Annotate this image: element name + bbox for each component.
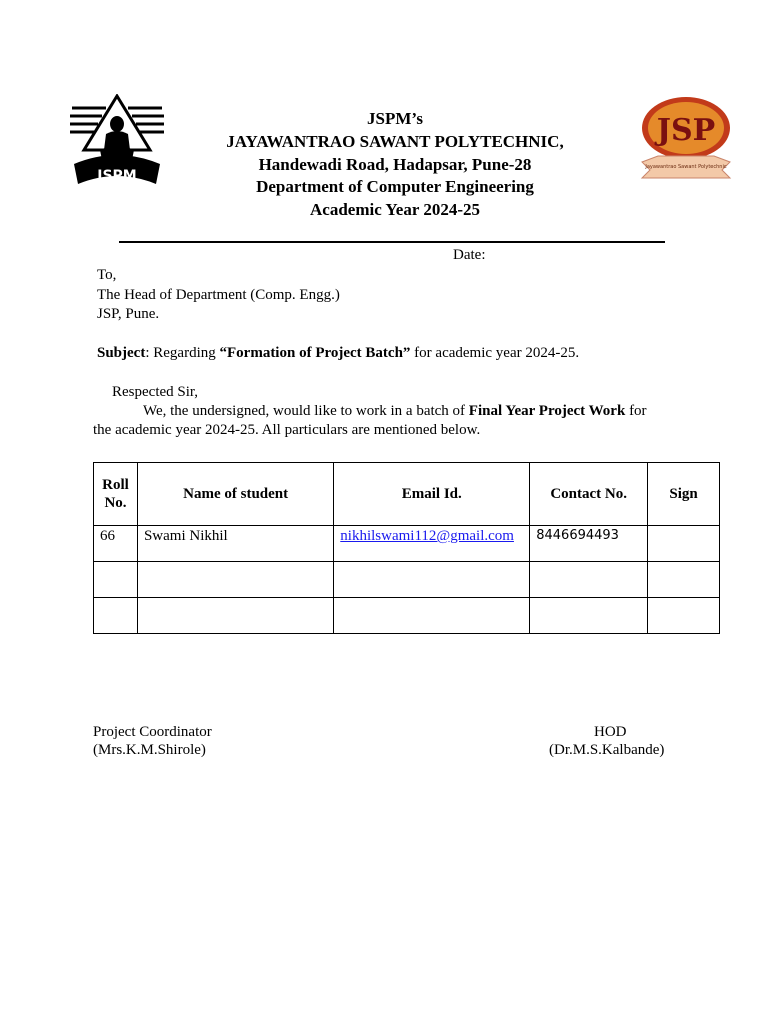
coordinator-title: Project Coordinator — [93, 724, 212, 740]
table-header-row — [94, 463, 720, 526]
table-row — [94, 526, 720, 562]
letterhead — [150, 108, 640, 222]
institute-address: Handewadi Road, Hadapsar, Pune-28 — [258, 154, 532, 174]
body-line-1 — [143, 403, 647, 420]
body-line-1-prefix: We, the undersigned, would like to work in a batch of — [143, 403, 469, 419]
roll-cell: 66 — [94, 526, 138, 562]
header-email: Email Id. — [334, 463, 530, 526]
student-table — [93, 462, 720, 634]
header-contact: Contact No. — [530, 463, 648, 526]
header-sign: Sign — [648, 463, 720, 526]
body-line-2: the academic year 2024-25. All particulars are mentioned below. — [93, 422, 481, 438]
subject-label: Subject — [97, 345, 146, 361]
email-cell — [334, 526, 530, 562]
department-name: Department of Computer Engineering — [256, 177, 534, 197]
address-recipient: The Head of Department (Comp. Engg.) — [97, 287, 340, 303]
header-divider — [119, 241, 665, 243]
hod-title: HOD — [594, 724, 627, 740]
address-to: To, — [97, 267, 117, 283]
name-cell — [137, 562, 333, 598]
address-place: JSP, Pune. — [97, 306, 160, 322]
svg-text:JSP: JSP — [656, 113, 716, 148]
header-roll-no: Roll No. — [94, 463, 138, 526]
hod-name: (Dr.M.S.Kalbande) — [549, 742, 665, 758]
name-cell: Swami Nikhil — [137, 526, 333, 562]
header-name: Name of student — [137, 463, 333, 526]
subject-prefix: : Regarding — [145, 345, 220, 361]
contact-cell: 8446694493 — [530, 526, 648, 562]
contact-cell — [530, 562, 648, 598]
subject-suffix: for academic year 2024-25. — [410, 345, 580, 361]
name-cell — [137, 598, 333, 634]
svg-text:JSPM: JSPM — [97, 168, 137, 184]
body-line-1-suffix: for — [625, 403, 647, 419]
svg-text:Jayawantrao Sawant Polytechnic: Jayawantrao Sawant Polytechnic — [645, 164, 727, 170]
institute-name: JAYAWANTRAO SAWANT POLYTECHNIC, — [226, 131, 564, 151]
table-row — [94, 562, 720, 598]
roll-cell — [94, 562, 138, 598]
table-row — [94, 598, 720, 634]
contact-cell — [530, 598, 648, 634]
academic-year: Academic Year 2024-25 — [310, 200, 480, 220]
roll-cell — [94, 598, 138, 634]
org-short-name: JSPM’s — [366, 109, 424, 128]
sign-cell — [648, 598, 720, 634]
email-cell — [334, 562, 530, 598]
email-cell — [334, 598, 530, 634]
jsp-logo — [638, 94, 734, 186]
salutation: Respected Sir, — [112, 384, 199, 400]
email-link[interactable]: nikhilswami112@gmail.com — [340, 528, 514, 544]
date-label: Date: — [453, 247, 486, 263]
sign-cell — [648, 562, 720, 598]
subject-line — [97, 345, 579, 362]
subject-title: “Formation of Project Batch” — [219, 345, 411, 361]
coordinator-name: (Mrs.K.M.Shirole) — [93, 742, 206, 758]
body-line-1-bold: Final Year Project Work — [468, 403, 626, 419]
sign-cell — [648, 526, 720, 562]
